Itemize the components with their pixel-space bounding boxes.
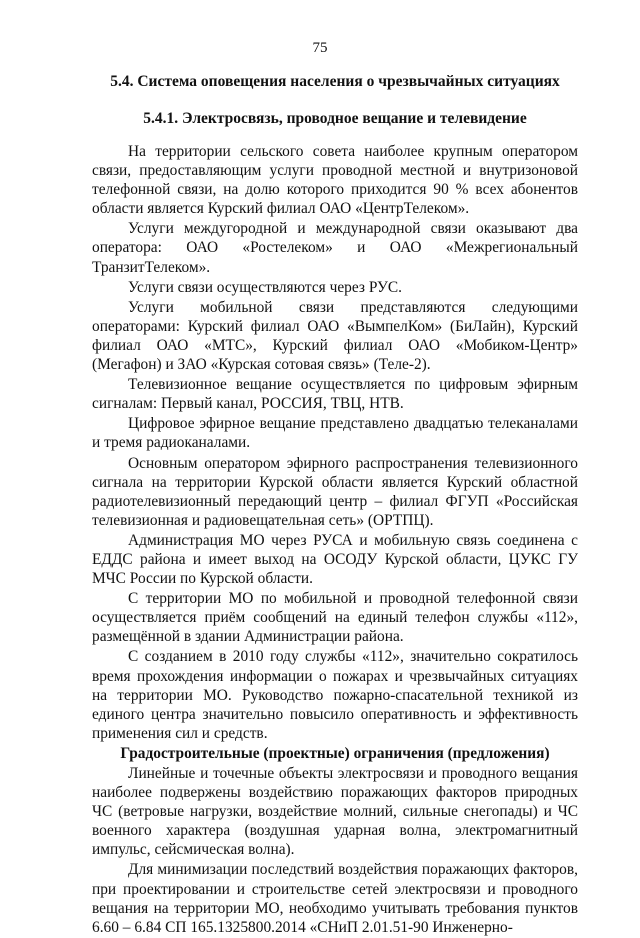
body-text	[92, 142, 578, 938]
paragraph: Для минимизации последствий воздействия поражающих факторов, при проектировании и строительстве сетей электросвязи и проводного вещания на территории МО, необходимо учитывать требования пунктов 6.60 – 6.84 СП 165.1325800.2014 «СНиП 2.01.51-90 Инженерно-	[92, 861, 578, 936]
inline-heading: Градостроительные (проектные) ограничения (предложения)	[120, 744, 550, 762]
paragraph: Основным оператором эфирного распространения телевизионного сигнала на территории Курской области является Курский областной радиотелевизионный передающий центр – филиал ФГУП «Российская телевизионная и радиовещательная сеть» (ОРТПЦ).	[92, 454, 578, 529]
paragraph: С созданием в 2010 году службы «112», значительно сократилось время прохождения информации о пожарах и чрезвычайных ситуациях на территории МО. Руководство пожарно-спасательной техникой из единого центра значительно повысило оперативность и эффективность применения сил и средств.	[92, 648, 578, 742]
paragraph: Линейные и точечные объекты электросвязи и проводного вещания наиболее подвержены воздействию поражающих факторов природных ЧС (ветровые нагрузки, воздействие молний, сильные снегопады) и ЧС военного характера (воздушная ударная волна, электромагнитный импульс, сейсмическая волна).	[92, 765, 578, 859]
paragraph: Услуги связи осуществляются через РУС.	[128, 278, 403, 296]
paragraph: Администрация МО через РУСА и мобильную связь соединена с ЕДДС района и имеет выход на ОСОДУ Курской области, ЦУКС ГУ МЧС России по Курской области.	[92, 531, 578, 588]
paragraph: Телевизионное вещание осуществляется по цифровым эфирным сигналам: Первый канал, РОССИЯ, ТВЦ, НТВ.	[92, 376, 578, 413]
paragraph: Услуги мобильной связи представляются следующими операторами: Курский филиал ОАО «ВымпелКом» (БиЛайн), Курский филиал ОАО «МТС», Курский филиал ОАО «Мобиком-Центр» (Мегафон) и ЗАО «Курская сотовая связь» (Теле-2).	[92, 298, 578, 374]
page-number: 75	[312, 40, 328, 56]
paragraph: Услуги междугородной и международной связи оказывают два оператора: ОАО «Ростелеком» и ОАО «Межрегиональный ТранзитТелеком».	[92, 220, 578, 276]
paragraph: С территории МО по мобильной и проводной телефонной связи осуществляется приём сообщений на единый телефон службы «112», размещённой в здании Администрации района.	[92, 590, 578, 646]
paragraph: Цифровое эфирное вещание представлено двадцатью телеканалами и тремя радиоканалами.	[92, 415, 578, 452]
section-title: 5.4. Система оповещения населения о чрезвычайных ситуациях	[110, 73, 560, 90]
subsection-title: 5.4.1. Электросвязь, проводное вещание и телевидение	[143, 110, 527, 127]
paragraph: На территории сельского совета наиболее крупным оператором связи, предоставляющим услуги проводной местной и внутризоновой телефонной связи, на долю которого приходится 90 % всех абонентов области является Курский филиал ОАО «ЦентрТелеком».	[92, 143, 578, 218]
